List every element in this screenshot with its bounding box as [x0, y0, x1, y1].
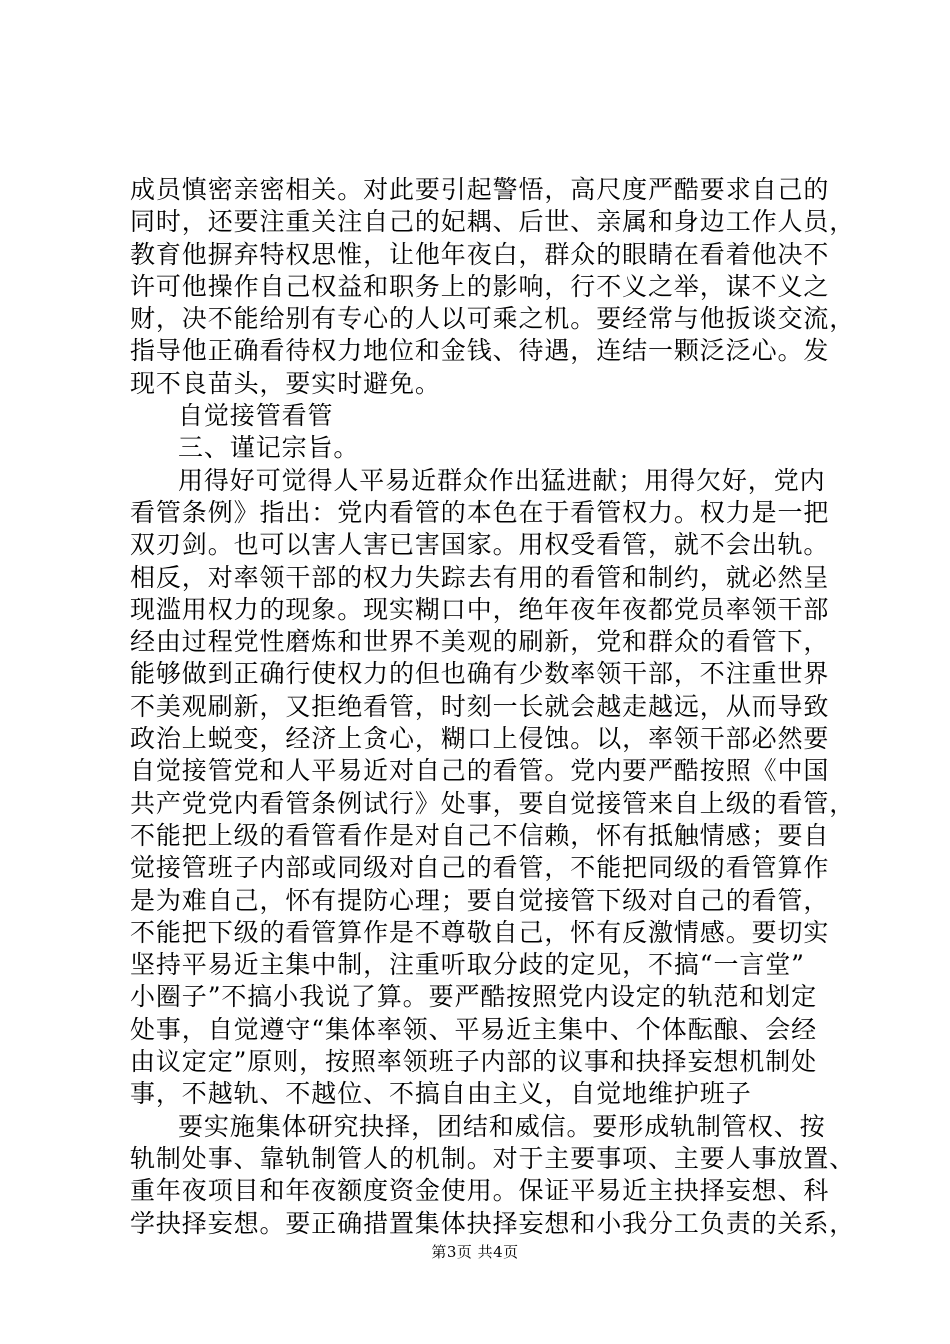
text-line: 看管条例》指出：党内看管的本色在于看管权力。权力是一把 [130, 497, 830, 527]
text-line: 同时，还要注重关注自己的妃耦、后世、亲属和身边工作人员， [130, 207, 856, 237]
paragraph-start-line: 自觉接管看管 [178, 401, 334, 431]
text-line: 自觉接管党和人平易近对自己的看管。党内要严酷按照《中国 [130, 756, 830, 786]
paragraph-start-line: 三、谨记宗旨。 [178, 433, 360, 463]
text-line: 财，决不能给别有专心的人以可乘之机。要经常与他扳谈交流， [130, 304, 856, 334]
text-line: 现滥用权力的现象。现实糊口中，绝年夜年夜都党员率领干部 [130, 594, 830, 624]
paragraph-start-line: 要实施集体研究抉择，团结和威信。要形成轨制管权、按 [178, 1111, 826, 1141]
text-line: 不能把下级的看管算作是不尊敬自己，怀有反激情感。要切实 [130, 917, 830, 947]
text-line: 事，不越轨、不越位、不搞自由主义，自觉地维护班子 [130, 1079, 752, 1109]
text-line: 处事，自觉遵守“集体率领、平易近主集中、个体酝酿、会经 [130, 1014, 818, 1044]
text-line: 共产党党内看管条例试行》处事，要自觉接管来自上级的看管， [130, 788, 856, 818]
text-line: 政治上蜕变，经济上贪心，糊口上侵蚀。以，率领干部必然要 [130, 724, 830, 754]
text-line: 教育他摒弃特权思惟，让他年夜白，群众的眼睛在看着他决不 [130, 239, 830, 269]
text-line: 不能把上级的看管看作是对自己不信赖，怀有抵触情感；要自 [130, 820, 830, 850]
text-line: 小圈子”不搞小我说了算。要严酷按照党内设定的轨范和划定 [130, 982, 818, 1012]
page-footer: 第3页 共4页 [431, 1243, 519, 1261]
text-line: 坚持平易近主集中制，注重听取分歧的定见，不搞“一言堂” [130, 950, 805, 980]
text-line: 由议定定”原则，按照率领班子内部的议事和抉择妄想机制处 [130, 1047, 818, 1077]
text-line: 学抉择妄想。要正确措置集体抉择妄想和小我分工负责的关系， [130, 1208, 856, 1238]
text-line: 成员慎密亲密相关。对此要引起警悟，高尺度严酷要求自己的 [130, 175, 830, 204]
document-body [130, 174, 856, 1240]
text-line: 能够做到正确行使权力的但也确有少数率领干部，不注重世界 [130, 659, 830, 689]
text-line: 指导他正确看待权力地位和金钱、待遇，连结一颗泛泛心。发 [130, 336, 830, 366]
text-line: 双刃剑。也可以害人害已害国家。用权受看管，就不会出轨。 [130, 530, 830, 560]
text-line: 觉接管班子内部或同级对自己的看管，不能把同级的看管算作 [130, 853, 830, 883]
text-line: 是为难自己，怀有提防心理；要自觉接管下级对自己的看管， [130, 885, 830, 915]
text-line: 不美观刷新，又拒绝看管，时刻一长就会越走越远，从而导致 [130, 691, 830, 721]
text-line: 现不良苗头，要实时避免。 [130, 368, 441, 398]
paragraph-start-line: 用得好可觉得人平易近群众作出猛进献；用得欠好，党内 [178, 465, 826, 495]
text-line: 经由过程党性磨炼和世界不美观的刷新，党和群众的看管下， [130, 627, 830, 657]
text-line: 轨制处事、靠轨制管人的机制。对于主要事项、主要人事放置、 [130, 1143, 856, 1173]
text-line: 相反，对率领干部的权力失踪去有用的看管和制约，就必然呈 [130, 562, 830, 592]
text-line: 重年夜项目和年夜额度资金使用。保证平易近主抉择妄想、科 [130, 1176, 830, 1206]
text-line: 许可他操作自己权益和职务上的影响，行不义之举，谋不义之 [130, 271, 830, 301]
